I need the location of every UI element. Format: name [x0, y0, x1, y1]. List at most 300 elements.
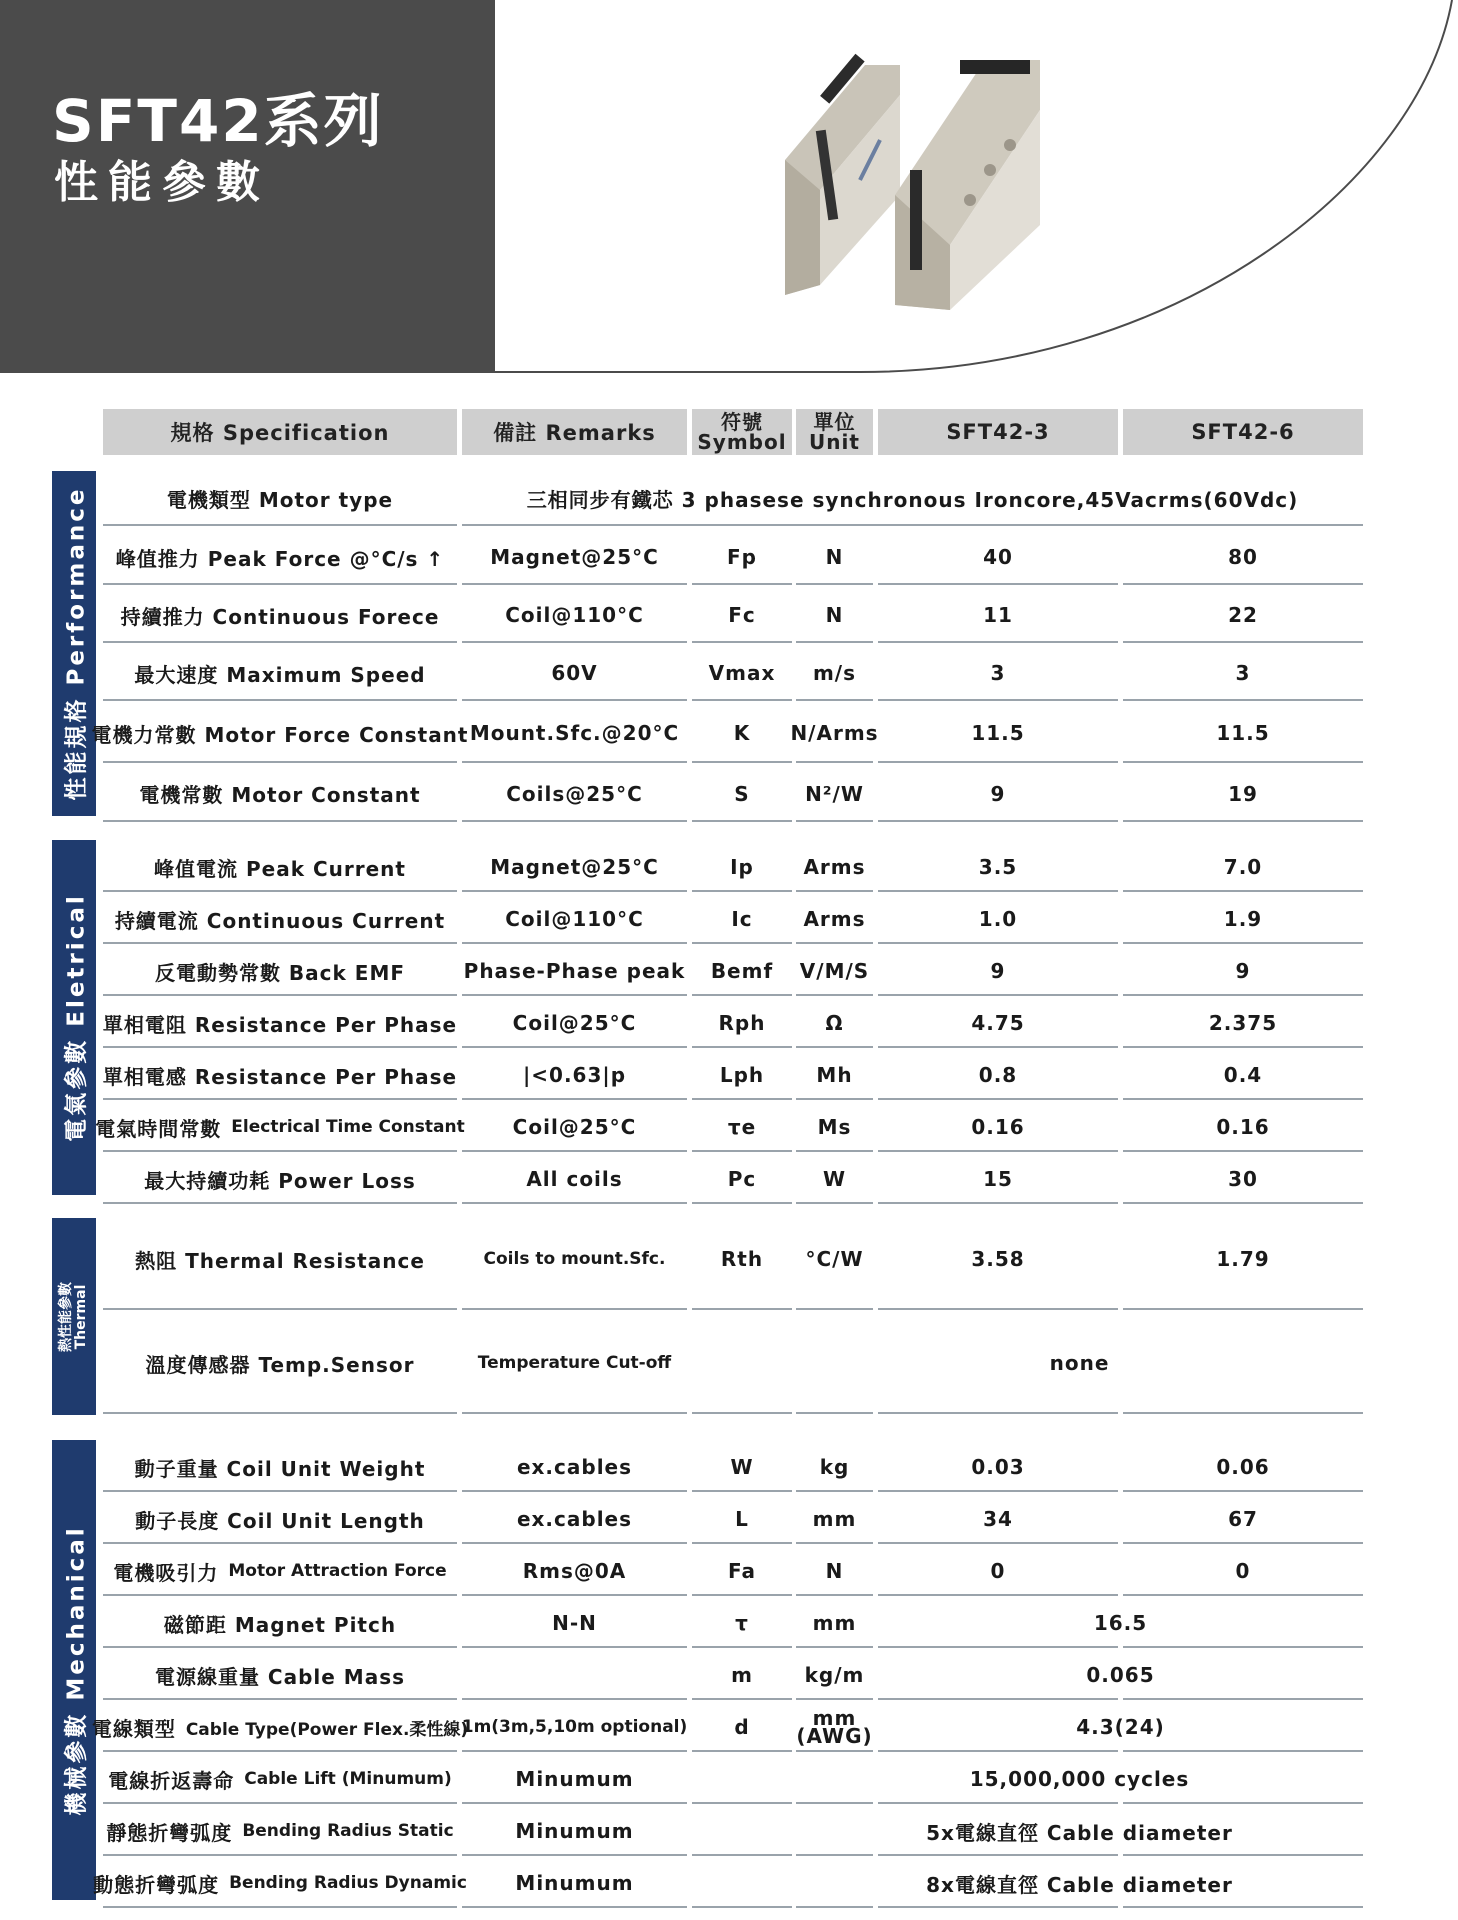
row-divider: [462, 524, 1363, 526]
row-divider: [692, 1698, 792, 1700]
table-row: [0, 1650, 1458, 1700]
row-divider: [796, 1412, 873, 1414]
row-divider: [692, 1412, 792, 1414]
row-divider: [103, 761, 457, 763]
row-divider: [462, 699, 687, 701]
row-divider: [692, 942, 792, 944]
row-divider: [796, 1906, 873, 1908]
merged-value: none: [1049, 1351, 1110, 1375]
spec-cell: 電源線重量 Cable Mass: [154, 1664, 406, 1689]
row-divider: [878, 583, 1118, 585]
remarks-cell: Coils@25°C: [506, 781, 643, 806]
row-divider: [1123, 641, 1363, 643]
unit-top: mm: [812, 1706, 857, 1730]
model-b-value: 1.79: [1216, 1247, 1270, 1271]
spec-cell: 最大速度 Maximum Speed: [134, 662, 426, 687]
header-spec: 規格 Specification: [103, 409, 457, 455]
row-divider: [692, 890, 792, 892]
row-divider: [692, 1150, 792, 1152]
row-divider: [878, 761, 1118, 763]
symbol-cell: τ: [735, 1611, 749, 1635]
remarks-cell: Rms@0A: [522, 1559, 627, 1583]
model-b-value: 80: [1228, 545, 1258, 569]
remarks-cell: Minumum: [515, 1767, 634, 1791]
remarks-cell: Minumum: [515, 1819, 634, 1843]
row-divider: [796, 1750, 873, 1752]
table-row: [0, 1806, 1458, 1856]
row-divider: [878, 1202, 1118, 1204]
merged-value: 5x電線直徑 Cable diameter: [926, 1820, 1233, 1845]
spec-en: Bending Radius Static: [242, 1821, 454, 1841]
unit-cell: Arms: [803, 907, 866, 931]
model-b-value: 19: [1228, 781, 1258, 806]
merged-value: 16.5: [1093, 1611, 1148, 1635]
spec-cell: 熱阻 Thermal Resistance: [135, 1248, 425, 1273]
row-divider: [1123, 761, 1363, 763]
row-divider: [692, 1308, 792, 1310]
table-row: [0, 946, 1458, 996]
row-divider: [462, 890, 687, 892]
unit-cell: Ms: [817, 1115, 852, 1139]
model-b-value: 22: [1228, 603, 1258, 627]
spec-cell: 電機常數 Motor Constant: [139, 783, 421, 807]
row-divider: [462, 1594, 687, 1596]
row-divider: [462, 1308, 687, 1310]
model-b-value: 67: [1228, 1507, 1258, 1531]
unit-bottom: (AWG): [796, 1724, 873, 1748]
row-divider: [103, 1412, 457, 1414]
remarks-cell: Minumum: [515, 1871, 634, 1895]
row-divider: [878, 942, 1118, 944]
model-b-value: 1.9: [1223, 907, 1263, 931]
row-divider: [796, 1542, 873, 1544]
unit-cell: °C/W: [805, 1247, 864, 1271]
symbol-cell: Ip: [730, 855, 754, 879]
row-divider: [462, 641, 687, 643]
symbol-cell: Rth: [720, 1247, 764, 1271]
row-divider: [462, 1750, 687, 1752]
row-divider: [462, 1698, 687, 1700]
table-row: [0, 645, 1458, 701]
row-divider: [878, 1308, 1118, 1310]
spec-cell: [91, 1702, 469, 1752]
remarks-cell: Phase-Phase peak: [463, 959, 686, 983]
model-b-value: 0: [1235, 1559, 1251, 1583]
header-model-b: SFT42-6: [1123, 409, 1363, 455]
row-divider: [1123, 1698, 1363, 1700]
unit-cell: kg/m: [804, 1663, 865, 1687]
header-symbol: [692, 409, 792, 455]
row-divider: [103, 1308, 457, 1310]
row-divider: [1123, 994, 1363, 996]
row-divider: [103, 1594, 457, 1596]
row-divider: [796, 1854, 873, 1856]
remarks-cell: |<0.63|p: [522, 1063, 627, 1087]
row-divider: [1123, 699, 1363, 701]
table-row: [0, 765, 1458, 822]
row-divider: [462, 1098, 687, 1100]
spec-cell: 磁節距 Magnet Pitch: [163, 1612, 397, 1637]
model-a-value: 15: [983, 1167, 1013, 1191]
row-divider: [692, 583, 792, 585]
model-a-value: 3: [990, 661, 1006, 685]
symbol-cell: K: [733, 721, 751, 745]
model-a-value: 11.5: [971, 721, 1025, 745]
header-unit-cn: 單位: [813, 410, 856, 434]
row-divider: [692, 761, 792, 763]
remarks-cell: 1m(3m,5,10m optional): [461, 1717, 688, 1737]
section-thermal-en: Thermal: [73, 1284, 89, 1349]
row-divider: [796, 583, 873, 585]
header-symbol-en: Symbol: [697, 430, 787, 454]
row-divider: [103, 994, 457, 996]
symbol-cell: m: [731, 1663, 753, 1687]
spec-cell: [93, 1858, 467, 1908]
spec-cn: 電線類型: [91, 1716, 176, 1741]
remarks-cell: Coils to mount.Sfc.: [483, 1249, 666, 1269]
model-b-value: 30: [1228, 1167, 1258, 1191]
spec-cell: 持續推力 Continuous Forece: [120, 604, 440, 629]
row-divider: [878, 641, 1118, 643]
spec-en: Motor Attraction Force: [228, 1561, 447, 1581]
row-divider: [796, 1202, 873, 1204]
row-divider: [103, 1046, 457, 1048]
spec-en: Cable Type(Power Flex.柔性線): [185, 1719, 469, 1740]
table-row: [0, 894, 1458, 944]
spec-cell: [103, 1806, 457, 1856]
row-divider: [796, 1698, 873, 1700]
unit-cell: N/Arms: [790, 721, 879, 745]
row-divider: [692, 1594, 792, 1596]
table-row: [0, 1754, 1458, 1804]
remarks-cell: Magnet@25°C: [490, 545, 659, 569]
model-a-value: 3.58: [971, 1247, 1025, 1271]
row-divider: [878, 1698, 1118, 1700]
model-a-value: 11: [983, 603, 1013, 627]
row-divider: [462, 1412, 687, 1414]
unit-cell: mm: [812, 1611, 857, 1635]
table-row: [0, 1208, 1458, 1310]
row-divider: [692, 699, 792, 701]
row-divider: [692, 1098, 792, 1100]
row-divider: [1123, 890, 1363, 892]
row-divider: [796, 1098, 873, 1100]
table-row: [0, 1546, 1458, 1596]
row-divider: [796, 1490, 873, 1492]
row-divider: [1123, 1854, 1363, 1856]
model-a-value: 0.03: [971, 1455, 1025, 1479]
unit-cell: N: [825, 603, 844, 627]
unit-cell: mm: [812, 1507, 857, 1531]
merged-value: 三相同步有鐵芯 3 phasese synchronous Ironcore,45Vacrms(60Vdc): [526, 487, 1299, 512]
row-divider: [878, 1542, 1118, 1544]
symbol-cell: Fp: [727, 545, 757, 569]
row-divider: [878, 1046, 1118, 1048]
row-divider: [103, 1906, 457, 1908]
spec-cell: 單相電阻 Resistance Per Phase: [102, 1012, 458, 1037]
row-divider: [692, 1802, 792, 1804]
symbol-cell: Fc: [728, 603, 756, 627]
spec-cell: 峰值電流 Peak Current: [154, 856, 406, 881]
row-divider: [462, 1202, 687, 1204]
remarks-cell: Coil@25°C: [512, 1115, 637, 1139]
merged-value: 4.3(24): [1076, 1715, 1165, 1739]
row-divider: [796, 1150, 873, 1152]
table-row: [0, 1598, 1458, 1648]
model-a-value: 0: [990, 1559, 1006, 1583]
row-divider: [692, 1750, 792, 1752]
remarks-cell: Temperature Cut-off: [477, 1353, 672, 1373]
remarks-cell: Magnet@25°C: [490, 855, 659, 879]
row-divider: [1123, 1412, 1363, 1414]
row-divider: [103, 699, 457, 701]
remarks-cell: [462, 1650, 687, 1700]
row-divider: [878, 1906, 1118, 1908]
spec-cell: 單相電感 Resistance Per Phase: [102, 1064, 458, 1089]
spec-cn: 電氣時間常數: [95, 1116, 222, 1141]
model-b-value: 7.0: [1223, 855, 1263, 879]
row-divider: [1123, 1046, 1363, 1048]
row-divider: [103, 641, 457, 643]
decorative-curve: [0, 0, 1458, 380]
row-divider: [796, 1308, 873, 1310]
row-divider: [1123, 1906, 1363, 1908]
symbol-cell: Fa: [728, 1559, 756, 1583]
row-divider: [878, 890, 1118, 892]
row-divider: [796, 641, 873, 643]
symbol-cell: Lph: [719, 1063, 765, 1087]
row-divider: [462, 1542, 687, 1544]
unit-cell: Mh: [816, 1063, 853, 1087]
header-unit: [796, 409, 873, 455]
row-divider: [692, 820, 792, 822]
row-divider: [1123, 942, 1363, 944]
row-divider: [103, 524, 457, 526]
row-divider: [462, 994, 687, 996]
remarks-cell: ex.cables: [516, 1507, 633, 1531]
row-divider: [103, 820, 457, 822]
table-row: [0, 703, 1458, 763]
unit-cell: V/M/S: [799, 959, 870, 983]
model-b-value: 3: [1235, 661, 1251, 685]
row-divider: [878, 1098, 1118, 1100]
spec-cell: 電機力常數 Motor Force Constant: [91, 722, 469, 747]
row-divider: [462, 820, 687, 822]
spec-en: Bending Radius Dynamic: [229, 1873, 467, 1893]
row-divider: [878, 994, 1118, 996]
row-divider: [1123, 1594, 1363, 1596]
row-divider: [692, 1202, 792, 1204]
row-divider: [462, 1490, 687, 1492]
section-performance-label: 性能規格 Performance: [63, 486, 90, 801]
symbol-cell: Rph: [718, 1011, 766, 1035]
table-row: [0, 587, 1458, 643]
row-divider: [692, 994, 792, 996]
merged-value: 15,000,000 cycles: [969, 1767, 1190, 1791]
remarks-cell: Coil@110°C: [505, 907, 644, 931]
spec-cell: 動子重量 Coil Unit Weight: [134, 1456, 426, 1481]
model-b-value: 2.375: [1208, 1011, 1278, 1035]
row-divider: [692, 1542, 792, 1544]
model-a-value: 40: [983, 545, 1013, 569]
unit-cell: N: [825, 1559, 844, 1583]
row-divider: [692, 1854, 792, 1856]
symbol-cell: τe: [727, 1115, 757, 1139]
row-divider: [878, 1802, 1118, 1804]
model-a-value: 0.8: [978, 1063, 1018, 1087]
row-divider: [692, 1490, 792, 1492]
symbol-cell: Pc: [727, 1167, 757, 1191]
unit-cell: N: [825, 545, 844, 569]
spec-cell: 持續電流 Continuous Current: [114, 908, 446, 933]
row-divider: [462, 1646, 687, 1648]
row-divider: [462, 1802, 687, 1804]
unit-cell: W: [822, 1167, 847, 1191]
unit-cell: Ω: [825, 1011, 844, 1035]
row-divider: [1123, 1802, 1363, 1804]
row-divider: [103, 1202, 457, 1204]
row-divider: [462, 583, 687, 585]
unit-cell: Arms: [803, 855, 866, 879]
remarks-cell: 60V: [551, 661, 598, 685]
remarks-cell: ex.cables: [516, 1455, 633, 1479]
table-row: [0, 1050, 1458, 1100]
symbol-cell: Vmax: [708, 661, 776, 685]
row-divider: [1123, 1490, 1363, 1492]
row-divider: [796, 1646, 873, 1648]
table-row: [0, 470, 1458, 526]
row-divider: [1123, 1098, 1363, 1100]
page-subtitle: 性能參數: [54, 157, 270, 208]
row-divider: [878, 1594, 1118, 1596]
row-divider: [103, 890, 457, 892]
spec-cell: [95, 1102, 465, 1152]
row-divider: [1123, 1150, 1363, 1152]
unit-cell: N²/W: [805, 781, 864, 806]
symbol-cell: L: [735, 1507, 749, 1531]
row-divider: [462, 1150, 687, 1152]
unit-cell: kg: [819, 1455, 850, 1479]
remarks-cell: Coil@110°C: [505, 603, 644, 627]
spec-cell: 動子長度 Coil Unit Length: [135, 1508, 425, 1533]
model-b-value: 11.5: [1216, 721, 1270, 745]
row-divider: [796, 820, 873, 822]
model-a-value: 4.75: [971, 1011, 1025, 1035]
remarks-cell: All coils: [526, 1167, 623, 1191]
row-divider: [103, 1854, 457, 1856]
table-row: [0, 1494, 1458, 1544]
row-divider: [796, 942, 873, 944]
spec-cell: 反電動勢常數 Back EMF: [154, 960, 406, 985]
spec-cell: [103, 1546, 457, 1596]
spec-cn: 電機吸引力: [113, 1560, 219, 1585]
spec-cell: [103, 1754, 457, 1804]
row-divider: [796, 761, 873, 763]
row-divider: [1123, 1542, 1363, 1544]
row-divider: [878, 1490, 1118, 1492]
table-row: [0, 998, 1458, 1048]
merged-value: 8x電線直徑 Cable diameter: [926, 1872, 1233, 1897]
header-symbol-cn: 符號: [721, 410, 763, 434]
row-divider: [462, 1906, 687, 1908]
section-mechanical-label: 機械參數 Mechanical: [63, 1524, 90, 1816]
row-divider: [103, 1646, 457, 1648]
spec-cn: 動態折彎弧度: [93, 1872, 220, 1897]
row-divider: [796, 699, 873, 701]
table-row: [0, 1102, 1458, 1152]
header-remarks: 備註 Remarks: [462, 409, 687, 455]
table-row: [0, 1702, 1458, 1752]
table-row: [0, 1858, 1458, 1908]
row-divider: [103, 1750, 457, 1752]
table-row: [0, 1442, 1458, 1492]
spec-cell: 電機類型 Motor type: [166, 487, 394, 512]
row-divider: [878, 1412, 1118, 1414]
merged-value: 0.065: [1086, 1663, 1155, 1687]
symbol-cell: d: [734, 1715, 750, 1739]
model-a-value: 9: [990, 781, 1006, 806]
table-row: [0, 1312, 1458, 1414]
model-a-value: 3.5: [978, 855, 1018, 879]
row-divider: [103, 1802, 457, 1804]
spec-cell: 峰值推力 Peak Force @°C/s ↑: [115, 546, 445, 571]
spec-cn: 靜態折彎弧度: [106, 1820, 233, 1845]
table-row: [0, 1154, 1458, 1204]
row-divider: [462, 761, 687, 763]
spec-cell: 最大持續功耗 Power Loss: [144, 1168, 416, 1193]
row-divider: [1123, 1750, 1363, 1752]
remarks-cell: N-N: [552, 1611, 597, 1635]
model-b-value: 0.16: [1216, 1115, 1270, 1139]
row-divider: [103, 942, 457, 944]
model-b-value: 0.4: [1223, 1063, 1263, 1087]
unit-cell: m/s: [812, 661, 857, 685]
section-thermal-cn: 熱性能參數: [58, 1281, 74, 1352]
row-divider: [796, 1802, 873, 1804]
series-title: SFT42系列: [52, 87, 384, 155]
row-divider: [103, 1542, 457, 1544]
remarks-cell: Mount.Sfc.@20°C: [469, 721, 680, 745]
row-divider: [796, 890, 873, 892]
symbol-cell: W: [730, 1455, 754, 1479]
section-electrical-label: 電氣參數 Eletrical: [63, 893, 90, 1142]
row-divider: [462, 1854, 687, 1856]
row-divider: [796, 1594, 873, 1596]
row-divider: [462, 1046, 687, 1048]
header-unit-en: Unit: [809, 430, 860, 454]
symbol-cell: Ic: [731, 907, 753, 931]
row-divider: [878, 1646, 1118, 1648]
row-divider: [1123, 1646, 1363, 1648]
spec-en: Cable Lift (Minumum): [244, 1769, 452, 1789]
row-divider: [103, 1698, 457, 1700]
symbol-cell: Bemf: [710, 959, 774, 983]
row-divider: [796, 1046, 873, 1048]
header-model-a: SFT42-3: [878, 409, 1118, 455]
row-divider: [103, 1098, 457, 1100]
table-row: [0, 529, 1458, 585]
table-row: [0, 842, 1458, 892]
row-divider: [1123, 1308, 1363, 1310]
spec-cell: 溫度傳感器 Temp.Sensor: [145, 1352, 415, 1377]
row-divider: [692, 1046, 792, 1048]
model-a-value: 9: [990, 959, 1006, 983]
spec-en: Electrical Time Constant: [231, 1117, 465, 1137]
row-divider: [878, 820, 1118, 822]
row-divider: [1123, 820, 1363, 822]
row-divider: [692, 641, 792, 643]
row-divider: [878, 1750, 1118, 1752]
